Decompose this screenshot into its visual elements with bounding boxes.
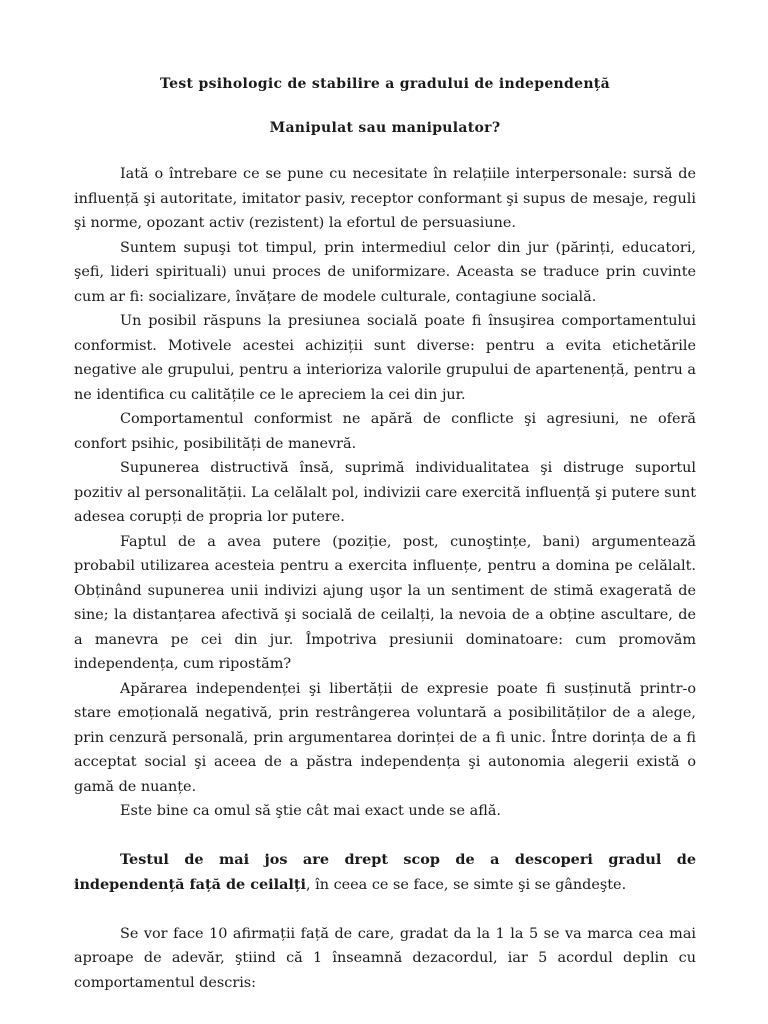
test-intro-bold: Testul de mai jos are drept scop de a descoperi gradul de independență față de ceilalți — [74, 851, 696, 893]
test-intro-rest: , în ceea ce se face, se simte şi se gândeşte. — [305, 876, 627, 893]
paragraph: Un posibil răspuns la presiunea socială poate fi însuşirea comportamentului conformist. Motivele acestei achiziții sunt diverse: pentru a evita etichetările negative ale grupului, pentru a interioriza valorile grupului de apartenență, pentru a ne identifica cu calitățile ce le apreciem la cei din jur. — [74, 313, 696, 403]
paragraph: Iată o întrebare ce se pune cu necesitate în relațiile interpersonale: sursă de influență şi autoritate, imitator pasiv, receptor conformant şi supus de mesaje, reguli şi norme, opozant activ (rezistent) la efortul de persuasiune. — [74, 166, 696, 231]
spacer — [74, 824, 696, 849]
test-intro-paragraph — [74, 848, 696, 897]
document-subtitle: Manipulat sau manipulator? — [269, 120, 501, 136]
instructions-paragraph: Se vor face 10 afirmații față de care, gradat da la 1 la 5 se va marca cea mai aproape de adevăr, ştiind că 1 înseamnă dezacordul, iar 5 acordul deplin cu comportamentul descris: — [74, 925, 696, 991]
document-title: Test psihologic de stabilire a gradului de independență — [160, 76, 610, 92]
paragraph: Apărarea independenței şi libertății de expresie poate fi susținută printr-o stare emoțională negativă, prin restrângerea voluntară a posibilităților de a alege, prin cenzură personală, prin argumentarea dorinței de a fi unic. Între dorința de a fi acceptat social şi aceea de a păstra independența şi autonomia alegerii există o gamă de nuanțe. — [74, 680, 696, 795]
paragraph: Este bine ca omul să ştie cât mai exact unde se află. — [120, 803, 501, 819]
spacer — [74, 897, 696, 922]
paragraph: Faptul de a avea putere (poziție, post, cunoştințe, bani) argumentează probabil utilizarea acesteia pentru a exercita influențe, pentru a domina pe celălalt. Obținând supunerea unii indivizi ajung uşor la un sentiment de stimă exagerată de sine; la distanțarea afectivă şi socială de ceilalți, la nevoia de a obține ascultare, de a manevra pe cei din jur. Împotriva presiunii dominatoare: cum promovăm independența, cum ripostăm? — [74, 533, 696, 672]
paragraph: Supunerea distructivă însă, suprimă individualitatea şi distruge suportul pozitiv al personalității. La celălalt pol, indivizii care exercită influență şi putere sunt adesea corupți de propria lor putere. — [74, 460, 696, 525]
paragraph: Suntem supuşi tot timpul, prin intermediul celor din jur (părinți, educatori, şefi, lideri spirituali) unui proces de uniformizare. Aceasta se traduce prin cuvinte cum ar fi: socializare, învățare de modele culturale, contagiune socială. — [74, 239, 696, 305]
document-body — [74, 162, 696, 995]
paragraph: Comportamentul conformist ne apără de conflicte şi agresiuni, ne oferă confort psihic, posibilități de manevră. — [74, 411, 696, 452]
